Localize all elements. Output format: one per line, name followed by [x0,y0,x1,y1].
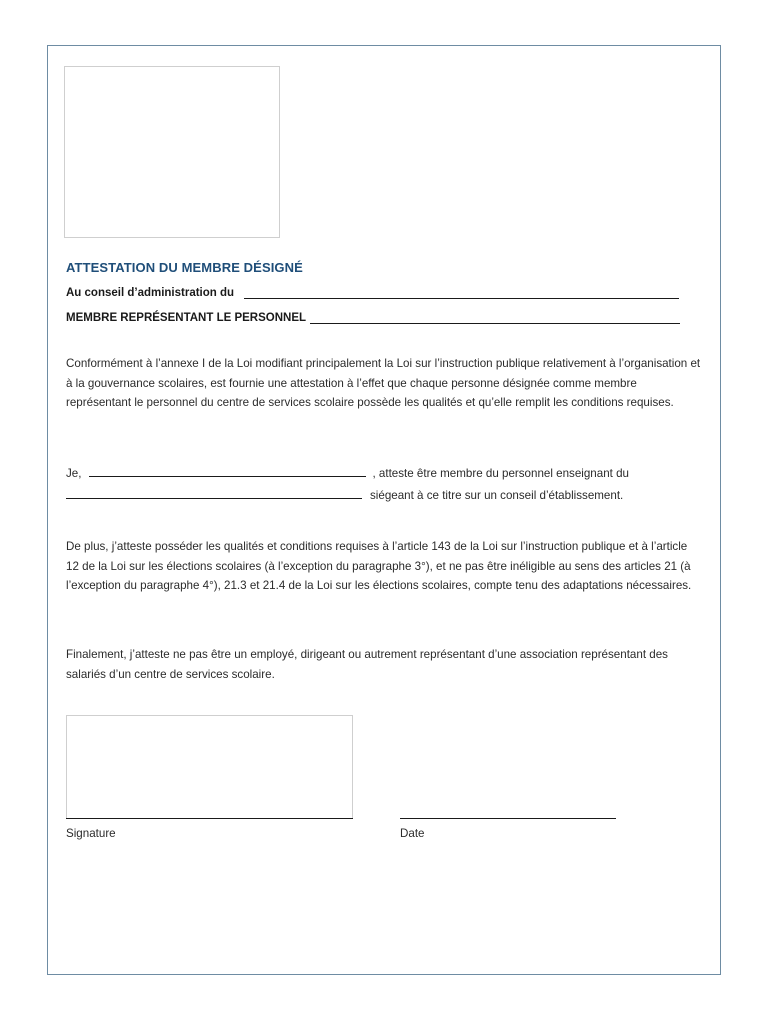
signature-box[interactable] [66,715,353,819]
signature-label: Signature [66,827,116,840]
name-input-line[interactable] [89,464,366,477]
je-suffix: , atteste être membre du personnel enseignant du [372,467,629,480]
intro-paragraph: Conformément à l’annexe I de la Loi modifiant principalement la Loi sur l’instruction publique relativement à l’organisation et à la gouvernance scolaires, est fournie une attestation à l’effet que chaque personne désignée comme membre représentant le personnel du centre de services scolaire possède les qualités et qu’elle remplit les conditions requises. [66,357,701,409]
final-paragraph: Finalement, j’atteste ne pas être un employé, dirigeant ou autrement représentant d’une association représentant des salariés d’un centre de services scolaire. [66,648,668,681]
member-label: MEMBRE REPRÉSENTANT LE PERSONNEL [66,312,307,324]
je-line2-suffix: siégeant à ce titre sur un conseil d’établissement. [370,489,624,502]
council-field-row [66,286,679,299]
je-prefix: Je, [66,467,82,480]
signature-line [66,818,353,819]
member-field-row [66,311,680,324]
council-label: Au conseil d’administration du [66,287,235,299]
date-input-line[interactable] [400,818,616,819]
document-title: ATTESTATION DU MEMBRE DÉSIGNÉ [66,260,303,275]
council-input-line[interactable] [244,286,679,299]
member-input-line[interactable] [310,311,680,324]
qualifications-paragraph: De plus, j’atteste posséder les qualités et conditions requises à l’article 143 de la Loi sur l’instruction publique et à l’article 12 de la Loi sur les élections scolaires (à l’exception du paragraphe 3°), et ne pas être inéligible au sens des articles 21 (à l’exception du paragraphe 4°), 21.3 et 21.4 de la Loi sur les élections scolaires, compte tenu des adaptations nécessaires. [66,540,692,592]
school-input-line[interactable] [66,486,362,499]
logo-placeholder-box [64,66,280,238]
je-row-2 [66,486,623,502]
date-label: Date [400,827,425,840]
je-row [66,464,629,480]
